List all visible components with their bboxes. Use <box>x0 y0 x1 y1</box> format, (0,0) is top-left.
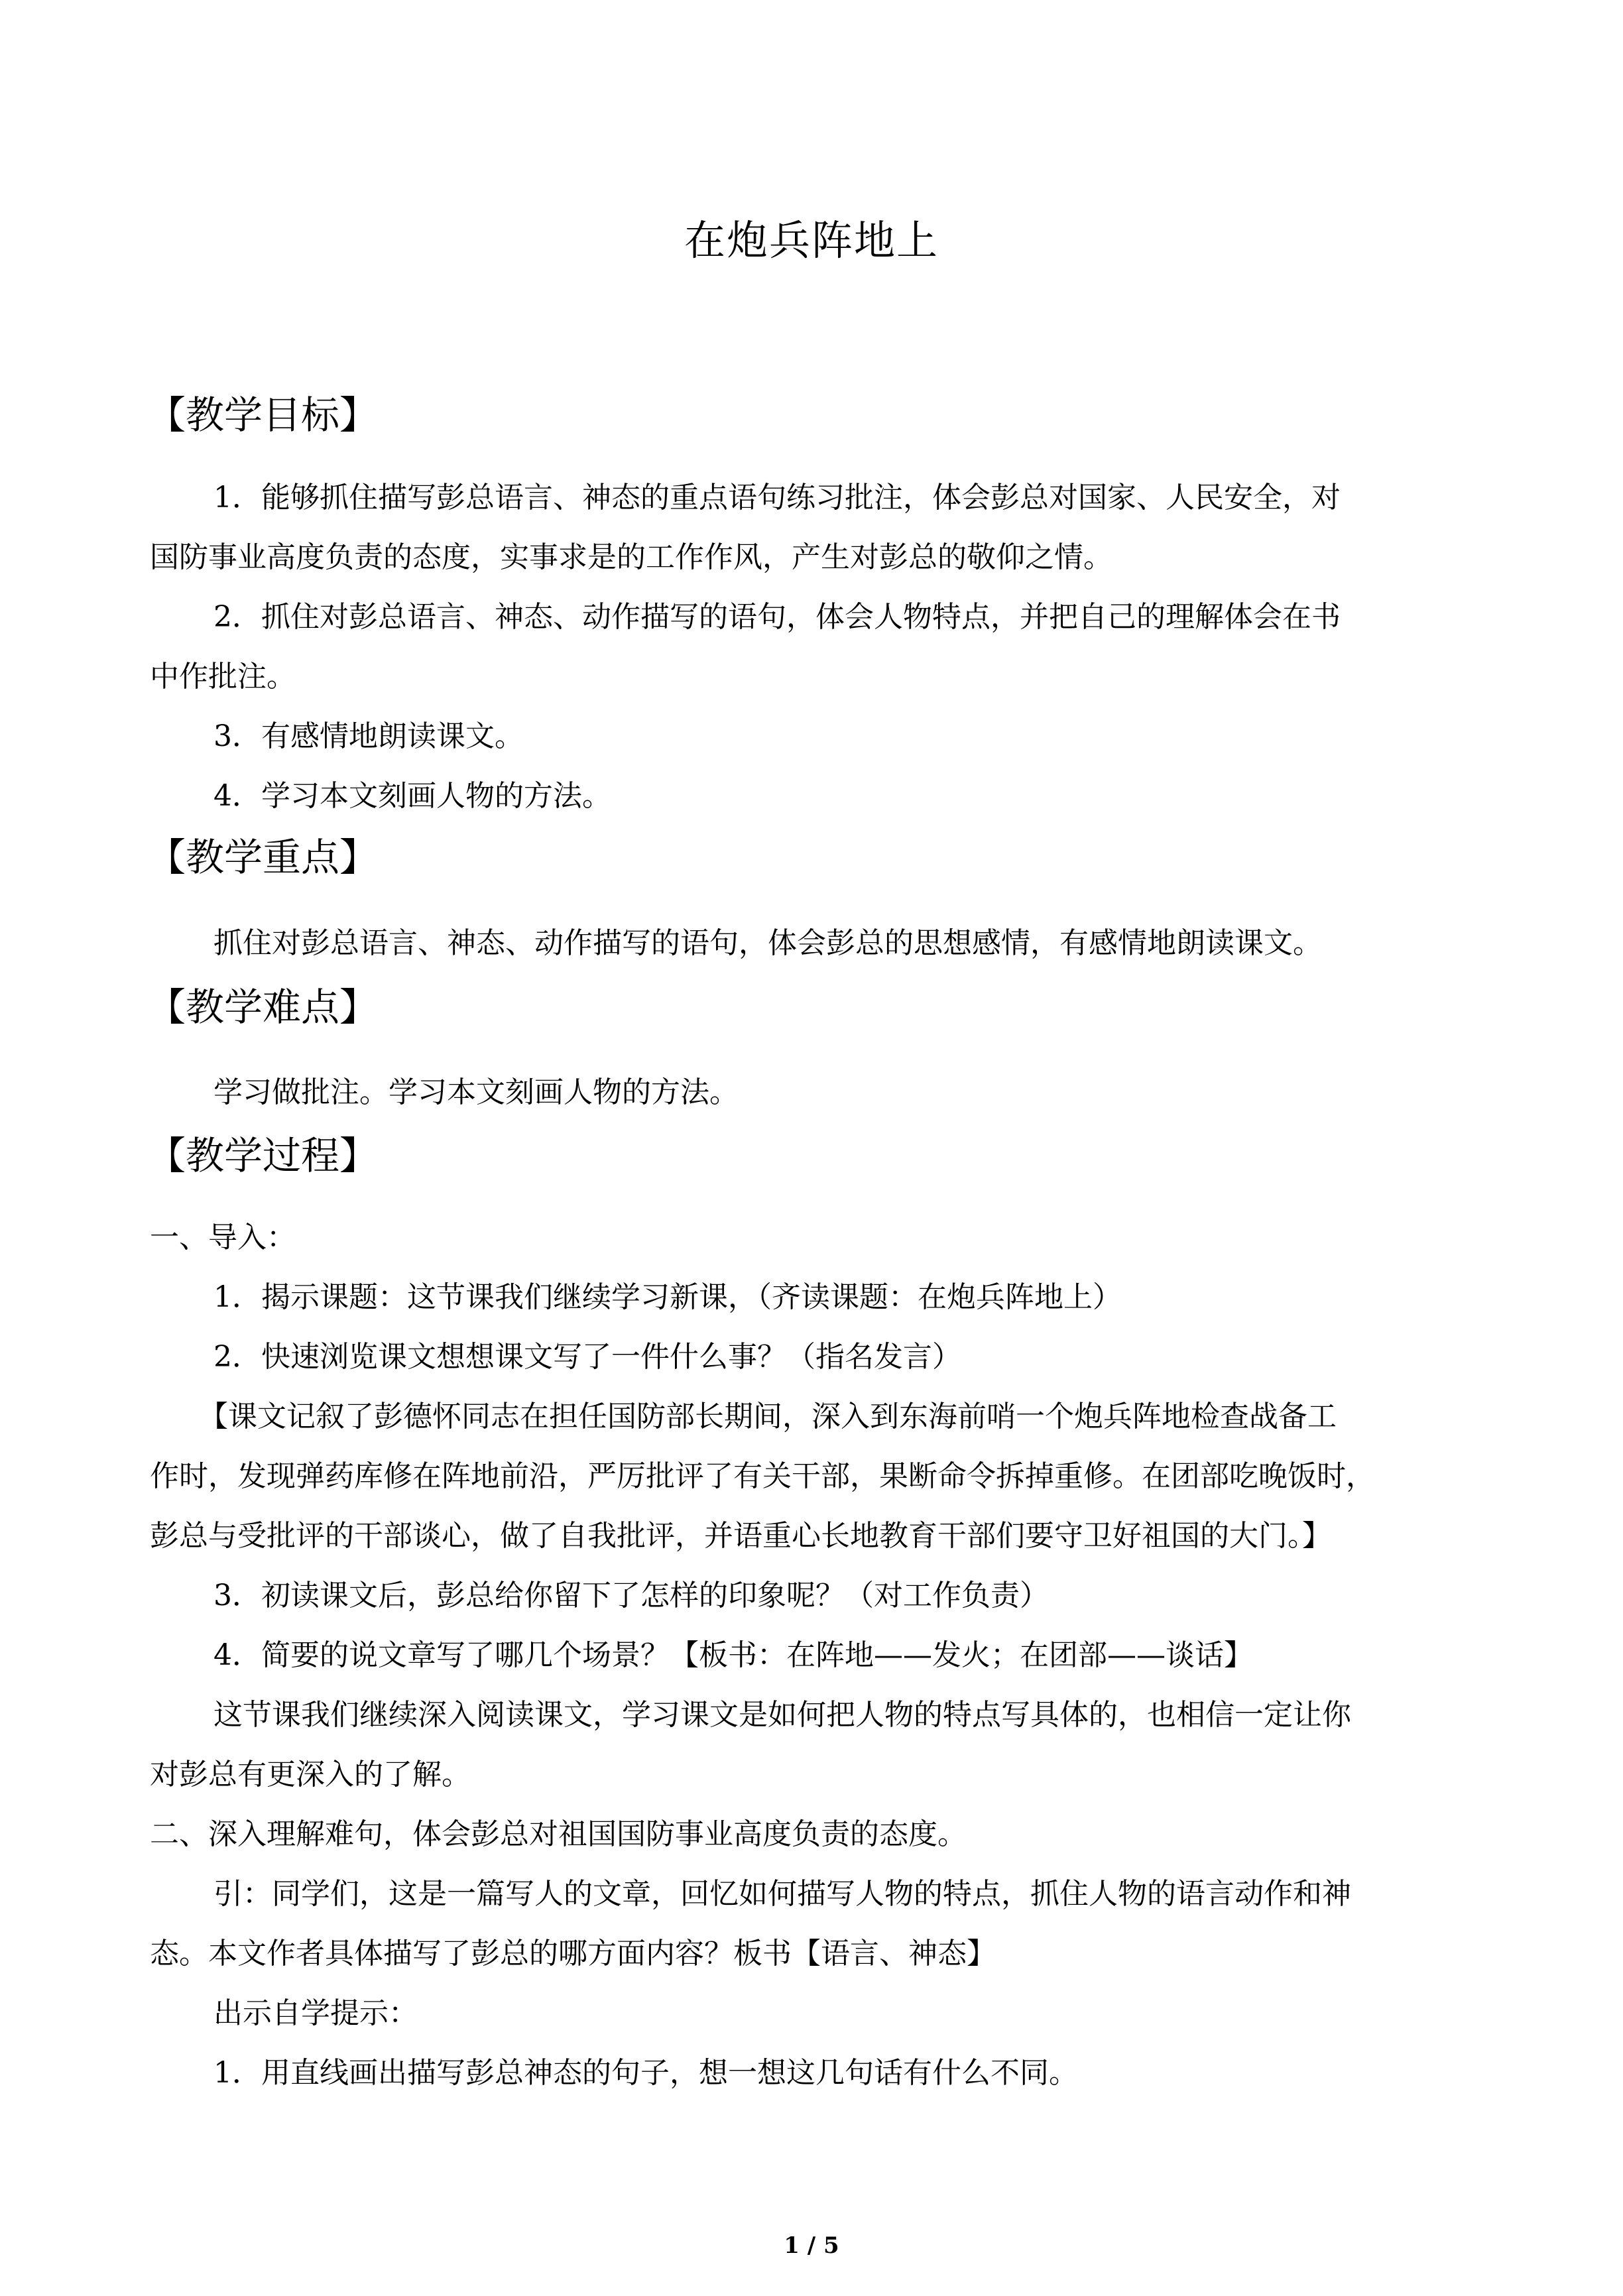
process-line: 这节课我们继续深入阅读课文，学习课文是如何把人物的特点写具体的，也相信一定让你 <box>213 1698 1351 1732</box>
difficulties-heading: 【教学难点】 <box>147 985 379 1030</box>
process-line: 2．快速浏览课文想想课文写了一件什么事？（指名发言） <box>213 1340 961 1374</box>
objectives-heading: 【教学目标】 <box>147 393 379 438</box>
process-line: 4．简要的说文章写了哪几个场景？【板书：在阵地——发火；在团部——谈话】 <box>213 1638 1253 1672</box>
process-line: 出示自学提示： <box>213 1996 418 2030</box>
process-line: 彭总与受批评的干部谈心，做了自我批评，并语重心长地教育干部们要守卫好祖国的大门。】 <box>150 1519 1331 1553</box>
process-line: 引：同学们，这是一篇写人的文章，回忆如何描写人物的特点，抓住人物的语言动作和神 <box>213 1877 1351 1911</box>
key-points-heading: 【教学重点】 <box>147 835 379 880</box>
page-number: 1 / 5 <box>784 2232 839 2259</box>
process-line: 【课文记叙了彭德怀同志在担任国防部长期间，深入到东海前哨一个炮兵阵地检查战备工 <box>199 1400 1337 1433</box>
process-line: 3．初读课文后，彭总给你留下了怎样的印象呢？（对工作负责） <box>213 1579 1049 1612</box>
process-part-1-heading: 一、导入： <box>150 1221 296 1254</box>
objective-line-4: 中作批注。 <box>150 660 296 694</box>
objective-line-2: 国防事业高度负责的态度，实事求是的工作作风，产生对彭总的敬仰之情。 <box>150 540 1112 574</box>
process-line: 作时，发现弹药库修在阵地前沿，严厉批评了有关干部，果断命令拆掉重修。在团部吃晚饭时， <box>150 1459 1375 1493</box>
process-heading: 【教学过程】 <box>147 1133 379 1178</box>
process-line: 对彭总有更深入的了解。 <box>150 1758 471 1791</box>
key-points-line-1: 抓住对彭总语言、神态、动作描写的语句，体会彭总的思想感情，有感情地朗读课文。 <box>213 926 1322 960</box>
objective-line-6: 4．学习本文刻画人物的方法。 <box>213 779 611 813</box>
objective-line-5: 3．有感情地朗读课文。 <box>213 719 524 753</box>
objective-line-3: 2．抓住对彭总语言、神态、动作描写的语句，体会人物特点，并把自己的理解体会在书 <box>213 600 1341 634</box>
process-line: 态。本文作者具体描写了彭总的哪方面内容？板书【语言、神态】 <box>150 1937 996 1970</box>
document-title: 在炮兵阵地上 <box>684 216 939 265</box>
objective-line-1: 1．能够抓住描写彭总语言、神态的重点语句练习批注，体会彭总对国家、人民安全，对 <box>213 481 1341 514</box>
process-part-2-heading: 二、深入理解难句，体会彭总对祖国国防事业高度负责的态度。 <box>150 1817 967 1851</box>
process-line: 1．用直线画出描写彭总神态的句子，想一想这几句话有什么不同。 <box>213 2056 1078 2090</box>
process-line: 1．揭示课题：这节课我们继续学习新课，（齐读课题：在炮兵阵地上） <box>213 1280 1122 1314</box>
difficulties-line-1: 学习做批注。学习本文刻画人物的方法。 <box>213 1075 739 1109</box>
